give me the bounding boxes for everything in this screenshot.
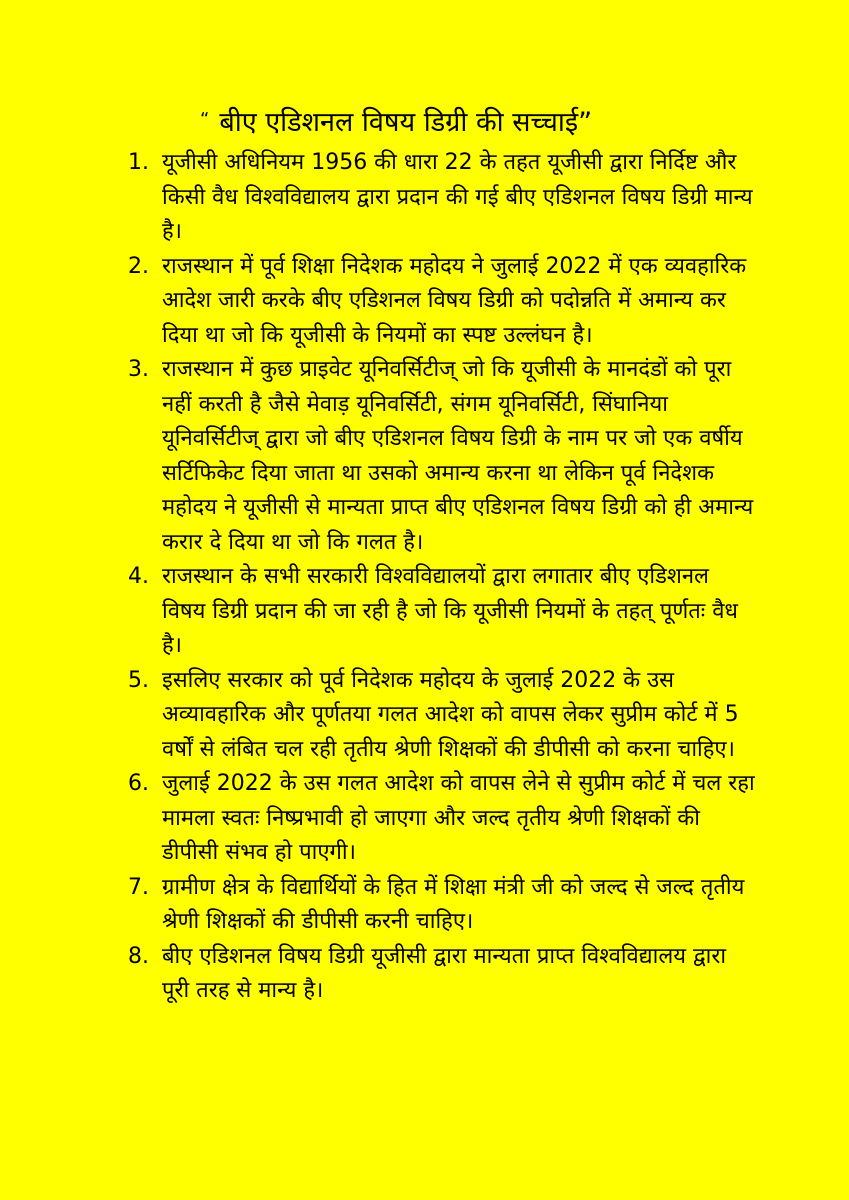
points-list	[128, 146, 758, 1009]
list-item-text: बीए एडिशनल विषय डिग्री यूजीसी द्वारा मान्यता प्राप्त विश्वविद्यालय द्वारा पूरी तरह से मान्य है।	[162, 943, 727, 1003]
list-item-text: इसलिए सरकार को पूर्व निदेशक महोदय के जुलाई 2022 के उस अव्यावहारिक और पूर्णतया गलत आदेश को वापस लेकर सुप्रीम कोर्ट में 5 वर्षों से लंबित चल रही तृतीय श्रेणी शिक्षकों की डीपीसी को करना चाहिए।	[162, 667, 739, 762]
title-text: बीए एडिशनल विषय डिग्री की सच्चाई”	[219, 107, 593, 138]
list-item	[128, 250, 758, 354]
list-item	[128, 560, 758, 664]
list-item-number: 3.	[128, 357, 149, 382]
document-title	[200, 98, 760, 145]
list-item-number: 5.	[128, 667, 149, 693]
list-item	[128, 353, 758, 560]
list-item-text: ग्रामीण क्षेत्र के विद्यार्थियों के हित में शिक्षा मंत्री जी को जल्द से जल्द तृतीय श्रेणी शिक्षकों की डीपीसी करनी चाहिए।	[162, 874, 745, 934]
list-item	[128, 871, 758, 940]
list-item-text: राजस्थान के सभी सरकारी विश्वविद्यालयों द्वारा लगातार बीए एडिशनल विषय डिग्री प्रदान की जा रही है जो कि यूजीसी नियमों के तहत् पूर्णतः वैध है।	[162, 564, 738, 658]
list-item-number: 8.	[128, 943, 149, 969]
list-item-text: राजस्थान में कुछ प्राइवेट यूनिवर्सिटीज् जो कि यूजीसी के मानदंडों को पूरा नहीं करती है जैसे मेवाड़ यूनिवर्सिटी, संगम यूनिवर्सिटी, सिंघानिया यूनिवर्सिटीज् द्वारा जो बीए एडिशनल विषय डिग्री के नाम पर जो एक वर्षीय सर्टिफिकेट दिया जाता था उसको अमान्य करना था लेकिन पूर्व निदेशक महोदय ने यूजीसी से मान्यता प्राप्त बीए एडिशनल विषय डिग्री को ही अमान्य करार दे दिया था जो कि गलत है।	[162, 357, 754, 555]
list-item-number: 1.	[128, 150, 149, 175]
list-item-number: 6.	[128, 771, 149, 796]
list-item-text: यूजीसी अधिनियम 1956 की धारा 22 के तहत यूजीसी द्वारा निर्दिष्ट और किसी वैध विश्वविद्यालय द्वारा प्रदान की गई बीए एडिशनल विषय डिग्री मान्य है।	[162, 150, 753, 244]
list-item-number: 7.	[128, 874, 149, 900]
list-item-text: जुलाई 2022 के उस गलत आदेश को वापस लेने से सुप्रीम कोर्ट में चल रहा मामला स्वतः निष्प्रभावी हो जाएगा और जल्द तृतीय श्रेणी शिक्षकों की डीपीसी संभव हो पाएगी।	[162, 771, 755, 865]
list-item-text: राजस्थान में पूर्व शिक्षा निदेशक महोदय ने जुलाई 2022 में एक व्यवहारिक आदेश जारी करके बीए एडिशनल विषय डिग्री को पदोन्नति में अमान्य कर दिया था जो कि यूजीसी के नियमों का स्पष्ट उल्लंघन है।	[162, 253, 747, 348]
list-item	[128, 767, 758, 871]
title-open-quote: “	[200, 109, 210, 130]
list-item-number: 4.	[128, 564, 149, 589]
list-item-number: 2.	[128, 253, 149, 279]
list-item	[128, 146, 758, 250]
list-item	[128, 940, 758, 1009]
list-item	[128, 664, 758, 768]
